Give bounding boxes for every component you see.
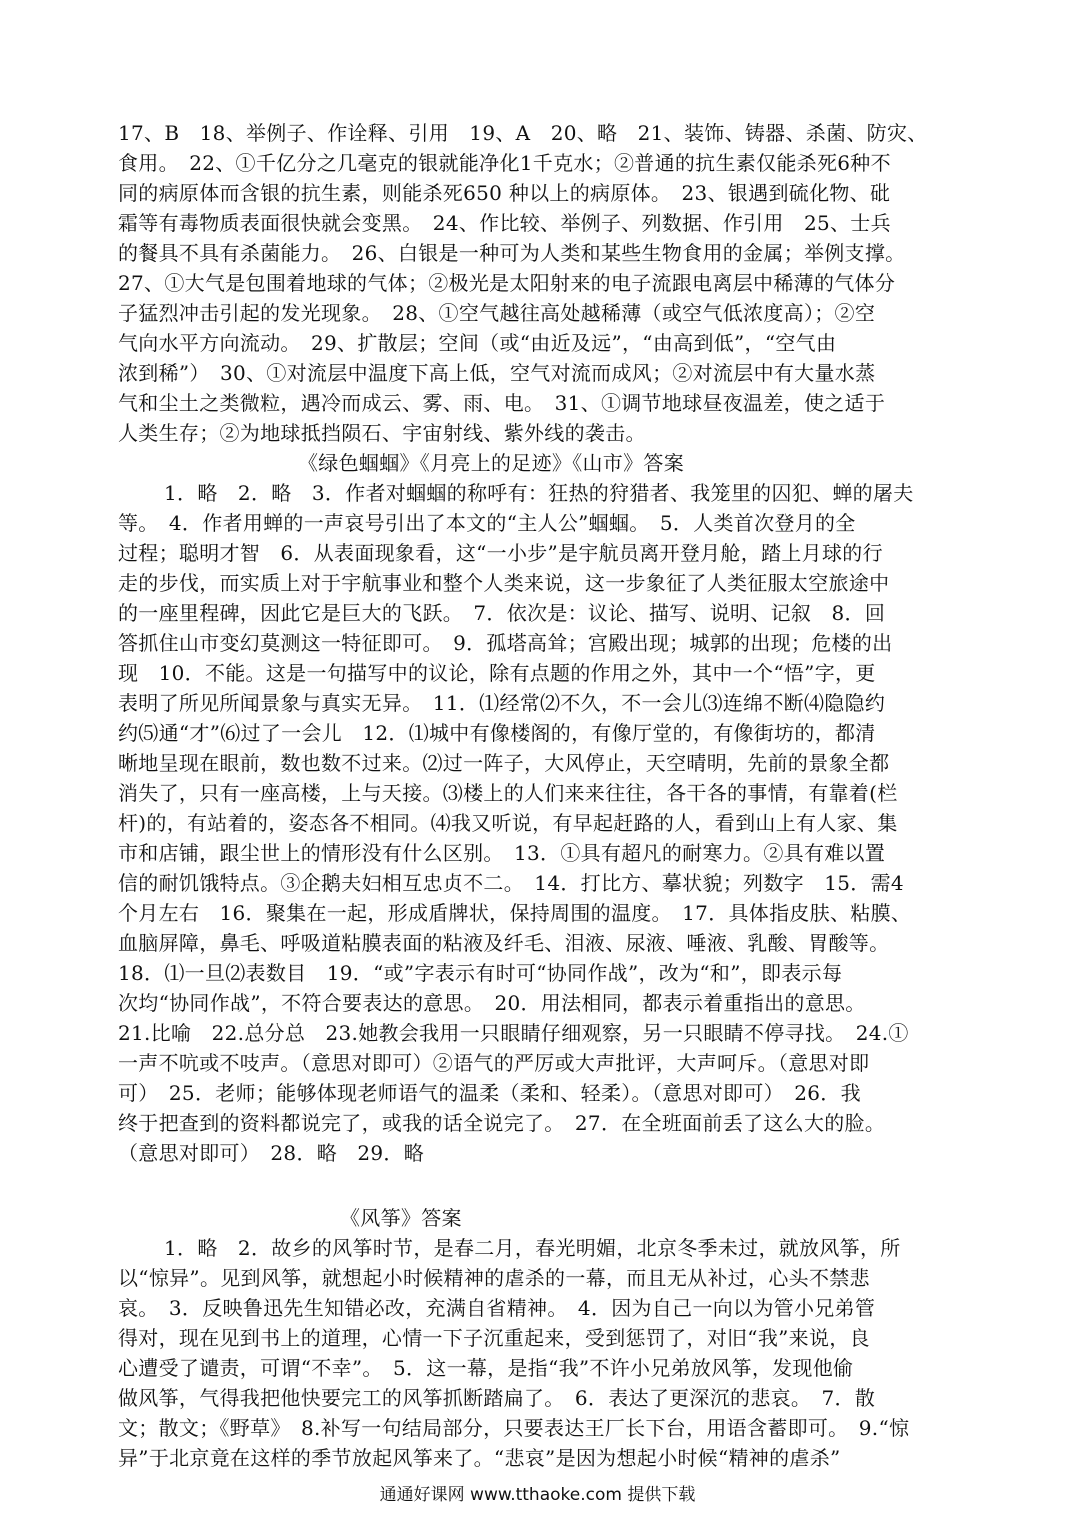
text-line: 过程；聪明才智 6．从表面现象看，这“一小步”是宇航员离开登月舱，踏上月球的行 <box>118 541 883 565</box>
text-line: 气和尘土之类微粒，遇冷而成云、雾、雨、电。 31、①调节地球昼夜温差，使之适于 <box>118 391 886 415</box>
text-line: 答抓住山市变幻莫测这一特征即可。 9．孤塔高耸；宫殿出现；城郭的出现；危楼的出 <box>118 631 893 655</box>
text-line: 心遭受了谴责，可谓“不幸”。 5．这一幕，是指“我”不许小兄弟放风筝，发现他偷 <box>118 1356 854 1380</box>
text-line: 个月左右 16．聚集在一起，形成盾牌状，保持周围的温度。 17．具体指皮肤、粘膜、 <box>118 901 912 925</box>
text-line: 做风筝，气得我把他快要完工的风筝抓断踏扁了。 6．表达了更深沉的悲哀。 7．散 <box>118 1386 876 1410</box>
text-line: 1．略 2．故乡的风筝时节，是春二月，春光明媚，北京冬季未过，就放风筝，所 <box>164 1236 901 1260</box>
text-line: 子猛烈冲击引起的发光现象。 28、①空气越往高处越稀薄（或空气低浓度高）；②空 <box>118 301 876 325</box>
text-line: 17、B 18、举例子、作诠释、引用 19、A 20、略 21、装饰、铸器、杀菌、防灾、 <box>118 121 928 145</box>
text-line: 气向水平方向流动。 29、扩散层；空间（或“由近及远”，“由高到低”，“空气由 <box>118 331 837 355</box>
text-line: 27、①大气是包围着地球的气体；②极光是太阳射来的电子流跟电离层中稀薄的气体分 <box>118 271 896 295</box>
text-line: 血脑屏障，鼻毛、呼吸道粘膜表面的粘液及纤毛、泪液、尿液、唾液、乳酸、胃酸等。 <box>118 931 890 955</box>
text-line: 现 10．不能。这是一句描写中的议论，除有点题的作用之外，其中一个“悟”字，更 <box>118 661 876 685</box>
text-line: 等。 4．作者用蝉的一声哀号引出了本文的“主人公”蝈蝈。 5．人类首次登月的全 <box>118 511 856 535</box>
text-line: 异”于北京竟在这样的季节放起风筝来了。“悲哀”是因为想起小时候“精神的虐杀” <box>118 1446 841 1470</box>
text-line: 浓到稀”） 30、①对流层中温度下高上低，空气对流而成风；②对流层中有大量水蒸 <box>118 361 876 385</box>
text-line: 次均“协同作战”，不符合要表达的意思。 20．用法相同，都表示着重指出的意思。 <box>118 991 866 1015</box>
text-line: 的餐具不具有杀菌能力。 26、白银是一种可为人类和某些生物食用的金属；举例支撑。 <box>118 241 906 265</box>
section-heading: 《绿色蝈蝈》《月亮上的足迹》《山市》答案 <box>298 451 684 475</box>
text-line: 表明了所见所闻景象与真实无异。 11．⑴经常⑵不久，不一会儿⑶连绵不断⑷隐隐约 <box>118 691 886 715</box>
text-line: 消失了，只有一座高楼，上与天接。⑶楼上的人们来来往往，各干各的事情，有靠着(栏 <box>118 781 898 805</box>
text-line: 的一座里程碑，因此它是巨大的飞跃。 7．依次是：议论、描写、说明、记叙 8．回 <box>118 601 886 625</box>
page-footer: 通通好课网 www.tthaoke.com 提供下载 <box>379 1485 696 1505</box>
text-line: 食用。 22、①千亿分之几毫克的银就能净化1千克水；②普通的抗生素仅能杀死6种不 <box>118 151 891 175</box>
text-line: 终于把查到的资料都说完了，或我的话全说完了。 27．在全班面前丢了这么大的脸。 <box>118 1111 886 1135</box>
text-line: 杆)的，有站着的，姿态各不相同。⑷我又听说，有早起赶路的人，看到山上有人家、集 <box>118 811 898 835</box>
text-line: 人类生存；②为地球抵挡陨石、宇宙射线、紫外线的袭击。 <box>118 421 646 445</box>
text-line: 可） 25．老师；能够体现老师语气的温柔（柔和、轻柔）。（意思对即可） 26．我 <box>118 1081 861 1105</box>
text-line: 1．略 2．略 3．作者对蝈蝈的称呼有：狂热的狩猎者、我笼里的囚犯、蝉的屠夫 <box>164 481 914 505</box>
text-line: 信的耐饥饿特点。③企鹅夫妇相互忠贞不二。 14．打比方、摹状貌；列数字 15．需4 <box>118 871 904 895</box>
text-line: 一声不吭或不吱声。（意思对即可）②语气的严厉或大声批评，大声呵斥。（意思对即 <box>118 1051 870 1075</box>
text-line: 18．⑴一旦⑵表数目 19．“或”字表示有时可“协同作战”，改为“和”，即表示每 <box>118 961 843 985</box>
text-line: 得对，现在见到书上的道理，心情一下子沉重起来，受到惩罚了，对旧“我”来说，良 <box>118 1326 870 1350</box>
text-line: 走的步伐，而实质上对于宇航事业和整个人类来说，这一步象征了人类征服太空旅途中 <box>118 571 890 595</box>
text-line: （意思对即可） 28．略 29．略 <box>118 1141 424 1165</box>
text-line: 哀。 3．反映鲁迅先生知错必改，充满自省精神。 4．因为自己一向以为管小兄弟管 <box>118 1296 876 1320</box>
text-line: 文；散文；《野草》 8.补写一句结局部分，只要表达王厂长下台，用语含蓄即可。 9.“惊 <box>118 1416 910 1440</box>
text-line: 同的病原体而含银的抗生素，则能杀死650 种以上的病原体。 23、银遇到硫化物、砒 <box>118 181 891 205</box>
text-line: 约⑸通“才”⑹过了一会儿 12．⑴城中有像楼阁的，有像厅堂的，有像街坊的，都清 <box>118 721 876 745</box>
text-line: 21.比喻 22.总分总 23.她教会我用一只眼睛仔细观察，另一只眼睛不停寻找。 24.① <box>118 1021 909 1045</box>
text-line: 以“惊异”。见到风筝，就想起小时候精神的虐杀的一幕，而且无从补过，心头不禁悲 <box>118 1266 870 1290</box>
text-line: 霜等有毒物质表面很快就会变黑。 24、作比较、举例子、列数据、作引用 25、士兵 <box>118 211 891 235</box>
section-heading: 《风筝》答案 <box>340 1206 462 1230</box>
text-line: 市和店铺，跟尘世上的情形没有什么区别。 13．①具有超凡的耐寒力。②具有难以置 <box>118 841 886 865</box>
text-line: 晰地呈现在眼前，数也数不过来。⑵过一阵子，大风停止，天空晴明，先前的景象全都 <box>118 751 890 775</box>
